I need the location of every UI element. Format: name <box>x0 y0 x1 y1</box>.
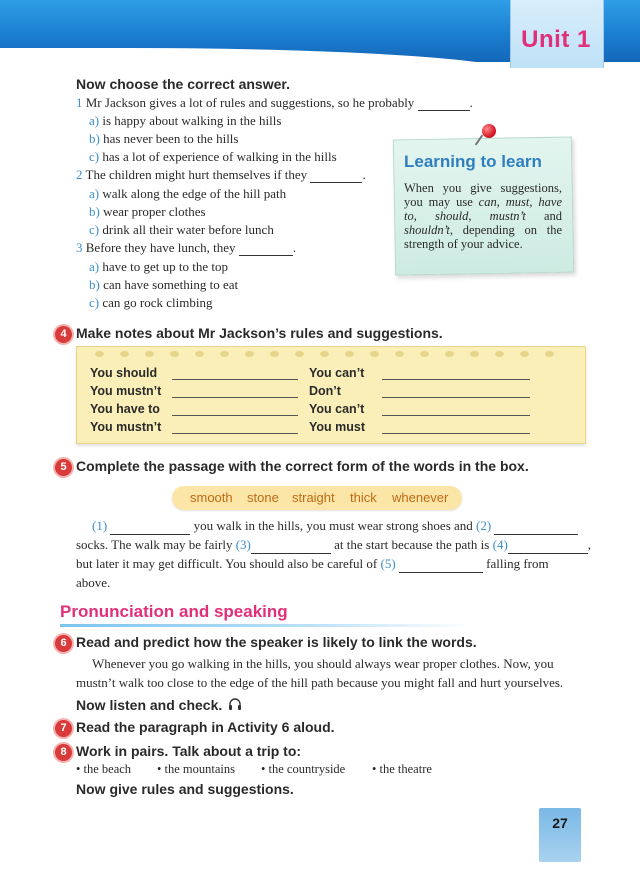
panel-hole <box>295 351 304 357</box>
passage-line-4: above. <box>76 575 111 590</box>
activity-6-paragraph-1: Whenever you go walking in the hills, you should always wear proper clothes. Now, you <box>92 656 554 671</box>
section-title: Pronunciation and speaking <box>60 602 288 621</box>
learning-to-learn-body: When you give suggestions, you may use can, must, have to, should, mustn’t and shouldn’t, depending on the strength of your advice. <box>404 181 563 251</box>
passage-line-3: but later it may get difficult. You should also be careful of (5) falling from <box>76 556 549 571</box>
question-number: 2 <box>76 167 83 182</box>
panel-hole <box>495 351 504 357</box>
question-number: 3 <box>76 240 83 255</box>
note-blank-right-1[interactable] <box>382 379 530 380</box>
option-1c[interactable]: c) has a lot of experience of walking in the hills <box>89 149 337 164</box>
question-text: Mr Jackson gives a lot of rules and suggestions, so he probably <box>85 95 415 110</box>
note-left-1: You should <box>90 366 158 380</box>
question-1: 1 Mr Jackson gives a lot of rules and suggestions, so he probably . <box>76 95 473 110</box>
activity-5-heading: Complete the passage with the correct form of the words in the box. <box>76 458 529 474</box>
note-left-4: You mustn’t <box>90 420 162 434</box>
pushpin-icon <box>482 124 496 138</box>
trip-item-countryside: • the countryside <box>261 762 346 776</box>
answer-blank[interactable] <box>418 110 470 111</box>
option-1b[interactable]: b) has never been to the hills <box>89 131 239 146</box>
note-blank-left-1[interactable] <box>172 379 298 380</box>
word-smooth: smooth <box>190 490 233 505</box>
word-thick: thick <box>350 490 377 505</box>
question-text: Before they have lunch, they <box>85 240 236 255</box>
panel-hole <box>370 351 379 357</box>
panel-hole <box>195 351 204 357</box>
trip-item-mountains: • the mountains <box>157 762 235 776</box>
panel-hole <box>395 351 404 357</box>
option-2c[interactable]: c) drink all their water before lunch <box>89 222 274 237</box>
section-rule <box>60 624 470 627</box>
note-right-2: Don’t <box>309 384 341 398</box>
panel-hole <box>345 351 354 357</box>
note-right-3: You can’t <box>309 402 365 416</box>
headphones-icon[interactable] <box>228 697 242 711</box>
activity-4-badge: 4 <box>55 326 72 343</box>
activity-6-badge: 6 <box>55 635 72 652</box>
unit-label: Unit 1 <box>521 26 591 53</box>
passage-line-2: socks. The walk may be fairly (3) at the start because the path is (4) , <box>76 537 592 552</box>
choose-answer-heading: Now choose the correct answer. <box>76 76 290 92</box>
activity-7-heading: Read the paragraph in Activity 6 aloud. <box>76 719 335 735</box>
note-blank-right-3[interactable] <box>382 415 530 416</box>
note-right-4: You must <box>309 420 366 434</box>
panel-hole <box>545 351 554 357</box>
answer-blank[interactable] <box>239 255 293 256</box>
activity-8-badge: 8 <box>55 744 72 761</box>
word-straight: straight <box>292 490 335 505</box>
panel-hole <box>170 351 179 357</box>
activity-5-badge: 5 <box>55 459 72 476</box>
option-3c[interactable]: c) can go rock climbing <box>89 295 213 310</box>
question-3: 3 Before they have lunch, they . <box>76 240 297 255</box>
activity-7-badge: 7 <box>55 720 72 737</box>
question-text: The children might hurt themselves if they <box>85 167 308 182</box>
panel-hole <box>220 351 229 357</box>
activity-8-followup: Now give rules and suggestions. <box>76 781 294 797</box>
learning-to-learn-title: Learning to learn <box>404 152 542 171</box>
panel-hole <box>145 351 154 357</box>
note-blank-left-4[interactable] <box>172 433 298 434</box>
panel-hole <box>470 351 479 357</box>
trip-item-theatre: • the theatre <box>372 762 432 776</box>
option-2a[interactable]: a) walk along the edge of the hill path <box>89 186 287 201</box>
activity-6-paragraph-2: mustn’t walk too close to the edge of the hill path because you might fall and hurt yourselves. <box>76 675 564 690</box>
note-blank-left-2[interactable] <box>172 397 298 398</box>
panel-hole <box>245 351 254 357</box>
note-blank-right-2[interactable] <box>382 397 530 398</box>
question-number: 1 <box>76 95 83 110</box>
word-whenever: whenever <box>392 490 449 505</box>
option-3a[interactable]: a) have to get up to the top <box>89 259 228 274</box>
panel-hole <box>270 351 279 357</box>
panel-hole <box>445 351 454 357</box>
panel-hole <box>120 351 129 357</box>
activity-6-heading: Read and predict how the speaker is likely to link the words. <box>76 634 477 650</box>
panel-hole <box>420 351 429 357</box>
activity-8-heading: Work in pairs. Talk about a trip to: <box>76 743 302 759</box>
option-3b[interactable]: b) can have something to eat <box>89 277 239 292</box>
answer-blank[interactable] <box>310 182 362 183</box>
trip-item-beach: • the beach <box>76 762 132 776</box>
panel-hole <box>95 351 104 357</box>
option-2b[interactable]: b) wear proper clothes <box>89 204 206 219</box>
panel-hole <box>320 351 329 357</box>
page-number: 27 <box>552 815 568 831</box>
note-blank-left-3[interactable] <box>172 415 298 416</box>
word-stone: stone <box>247 490 279 505</box>
note-blank-right-4[interactable] <box>382 433 530 434</box>
activity-4-heading: Make notes about Mr Jackson’s rules and suggestions. <box>76 325 443 341</box>
passage-blank-5[interactable] <box>399 572 483 573</box>
listen-instruction: Now listen and check. <box>76 697 223 713</box>
option-1a[interactable]: a) is happy about walking in the hills <box>89 113 282 128</box>
note-right-1: You can’t <box>309 366 365 380</box>
passage-line-1: (1) you walk in the hills, you must wear strong shoes and (2) <box>92 516 578 535</box>
question-2: 2 The children might hurt themselves if they . <box>76 167 366 182</box>
note-left-3: You have to <box>90 402 160 416</box>
note-left-2: You mustn’t <box>90 384 162 398</box>
panel-hole <box>520 351 529 357</box>
